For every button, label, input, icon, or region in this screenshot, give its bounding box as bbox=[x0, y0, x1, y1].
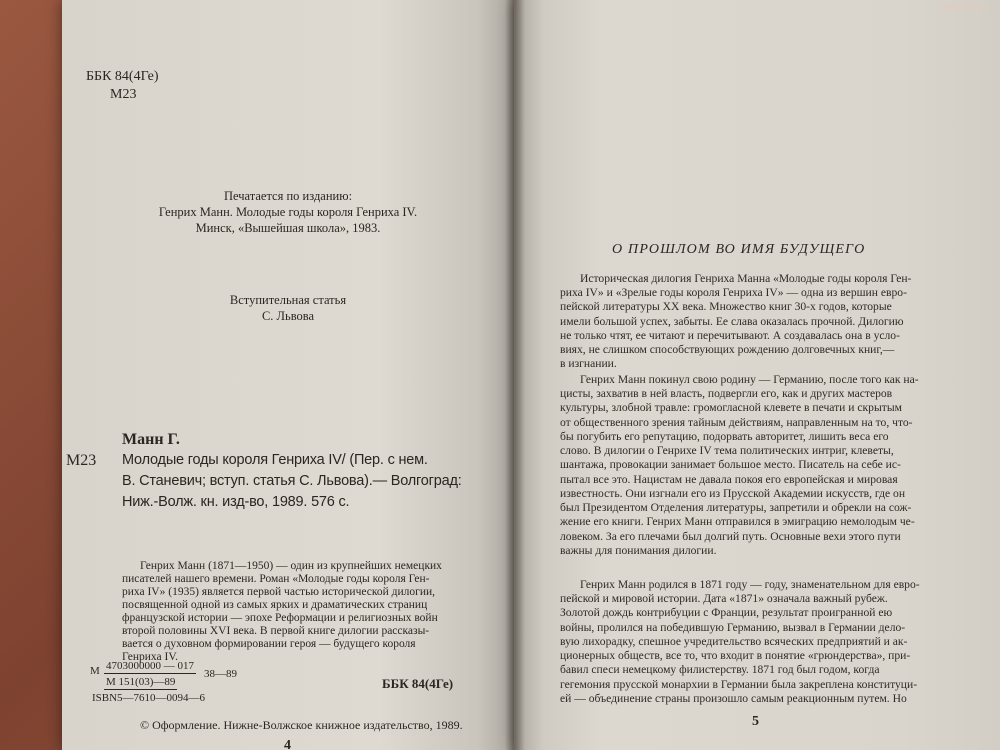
chapter-heading: О ПРОШЛОМ ВО ИМЯ БУДУЩЕГО bbox=[612, 242, 866, 257]
bbk-code-top: ББК 84(4Ге) bbox=[86, 69, 159, 84]
annotation-line: посвященной одной из самых ярких и драматических страниц bbox=[122, 599, 428, 611]
annotation-line: второй половины XVI века. В первой книге дилогии рассказы- bbox=[122, 625, 430, 637]
card-author-code: М23 bbox=[66, 452, 97, 469]
paragraph-line: цисты, захватив в ней власть, подвергли его, как и других мастеров bbox=[560, 387, 893, 400]
code-suffix: 38—89 bbox=[204, 668, 237, 680]
paragraph-line: слово. В дилогии о Генрихе IV тема политических интриг, клеветы, bbox=[560, 444, 894, 457]
card-line: Ниж.-Волж. кн. изд-во, 1989. 576 с. bbox=[122, 494, 350, 510]
code-numerator: 4703000000 — 017 bbox=[106, 660, 194, 672]
intro-note-line: С. Львова bbox=[261, 309, 315, 323]
edition-note-line: Печатается по изданию: bbox=[223, 189, 353, 203]
paragraph-line: пытал все это. Нацистам не давала покоя его европейская и мировая bbox=[560, 473, 898, 486]
paragraph-line: не только чтят, ее читают и перечитывают. А создавалась она в усло- bbox=[560, 329, 900, 342]
paragraph-line: Золотой дождь контрибуции с Франции, результат проигранной ею bbox=[560, 606, 893, 619]
card-line: В. Станевич; вступ. статья С. Львова).— Волгоград: bbox=[122, 473, 462, 489]
paragraph-line: Генрих Манн родился в 1871 году — году, знаменательном для евро- bbox=[580, 578, 920, 591]
paragraph-line: важны для понимания дилогии. bbox=[560, 544, 717, 557]
annotation-line: риха IV» (1935) является первой частью исторической дилогии, bbox=[122, 586, 436, 598]
page-number-left: 4 bbox=[284, 738, 291, 750]
paragraph-line: культуры, злобной травле: громогласной клевете в печати и скрытым bbox=[560, 401, 902, 414]
left-page bbox=[62, 0, 514, 750]
annotation-line: французской истории — эпохе Реформации и религиозных войн bbox=[122, 612, 438, 624]
bbk-code-bottom: ББК 84(4Ге) bbox=[382, 676, 454, 691]
paragraph-line: в изгнании. bbox=[560, 357, 617, 370]
page-number-right: 5 bbox=[752, 714, 759, 729]
paragraph-line: жение его книги. Генрих Манн отправился в эмиграцию немолодым че- bbox=[560, 515, 915, 528]
paragraph-line: пейской и мировой истории. Дата «1871» означала важный рубеж. bbox=[560, 592, 888, 605]
book-gutter bbox=[505, 0, 525, 750]
annotation-line: вается о духовном формировании героя — будущего короля bbox=[122, 638, 416, 650]
paragraph-line: Историческая дилогия Генриха Манна «Молодые годы короля Ген- bbox=[580, 272, 912, 285]
card-author: Манн Г. bbox=[122, 431, 180, 448]
paragraph-line: ловеком. За его плечами был долгий путь. Основные вехи этого пути bbox=[560, 530, 901, 543]
watermark: meshok.by bbox=[940, 2, 989, 13]
intro-note bbox=[188, 292, 388, 324]
annotation-line: писателей нашего времени. Роман «Молодые годы короля Ген- bbox=[122, 573, 430, 585]
paragraph-line: был Президентом Отделения литературы, запретили и обрекли на сож- bbox=[560, 501, 912, 514]
card-line: Молодые годы короля Генриха IV/ (Пер. с нем. bbox=[122, 452, 428, 468]
paragraph-line: виях, не слишком способствующих рождению долговечных книг,— bbox=[560, 343, 895, 356]
paragraph-line: от общественного зрения тайным действиям, направленным на то, что- bbox=[560, 416, 913, 429]
author-mark-top: М23 bbox=[110, 87, 137, 102]
paragraph-line: пейской литературы XX века. Множество книг 30-х годов, которые bbox=[560, 300, 892, 313]
paragraph-line: бы погубить его репутацию, подорвать авторитет, лишить веса его bbox=[560, 430, 889, 443]
paragraph-line: бавил спеси немецкому филистерству. 1871 год был годом, когда bbox=[560, 663, 880, 676]
annotation-line: Генрих Манн (1871—1950) — один из крупнейших немецких bbox=[140, 560, 442, 572]
edition-note-line: Минск, «Вышейшая школа», 1983. bbox=[195, 221, 381, 235]
edition-note bbox=[138, 188, 438, 236]
paragraph-line: ционерных обществ, все то, что входит в понятие «грюндерства», при- bbox=[560, 649, 911, 662]
paragraph-line: войны, пролился на победившую Германию, вызвал в Германии дело- bbox=[560, 621, 906, 634]
paragraph-line: гегемония прусской монархии в Германии была закреплена конституци- bbox=[560, 678, 918, 691]
copyright: © Оформление. Нижне-Волжское книжное издательство, 1989. bbox=[140, 718, 463, 732]
annotation-line: Генриха IV. bbox=[122, 651, 179, 663]
code-m: М bbox=[90, 665, 100, 677]
paragraph-line: вую лихорадку, спешное учредительство всяческих предприятий и ак- bbox=[560, 635, 908, 648]
paragraph-line: шантажа, провокации занимает большое место. Писатель на себе ис- bbox=[560, 458, 901, 471]
code-denominator: М 151(03)—89 bbox=[106, 676, 176, 688]
paragraph-line: известность. Они изгнали его из Прусской Академии искусств, где он bbox=[560, 487, 906, 500]
paragraph-line: Генрих Манн покинул свою родину — Германию, после того как на- bbox=[580, 373, 919, 386]
intro-note-line: Вступительная статья bbox=[229, 293, 347, 307]
paragraph-line: имели большой успех, забыты. Ее слава оказалась прочной. Дилогию bbox=[560, 315, 904, 328]
paragraph-line: ей — объединение страны произошло самым реакционным путем. Но bbox=[560, 692, 907, 705]
paragraph-line: риха IV» и «Зрелые годы короля Генриха IV» — одна из вершин евро- bbox=[560, 286, 907, 299]
edition-note-line: Генрих Манн. Молодые годы короля Генриха IV. bbox=[158, 205, 418, 219]
isbn: ISBN5—7610—0094—6 bbox=[92, 692, 206, 704]
right-page bbox=[514, 0, 1000, 750]
